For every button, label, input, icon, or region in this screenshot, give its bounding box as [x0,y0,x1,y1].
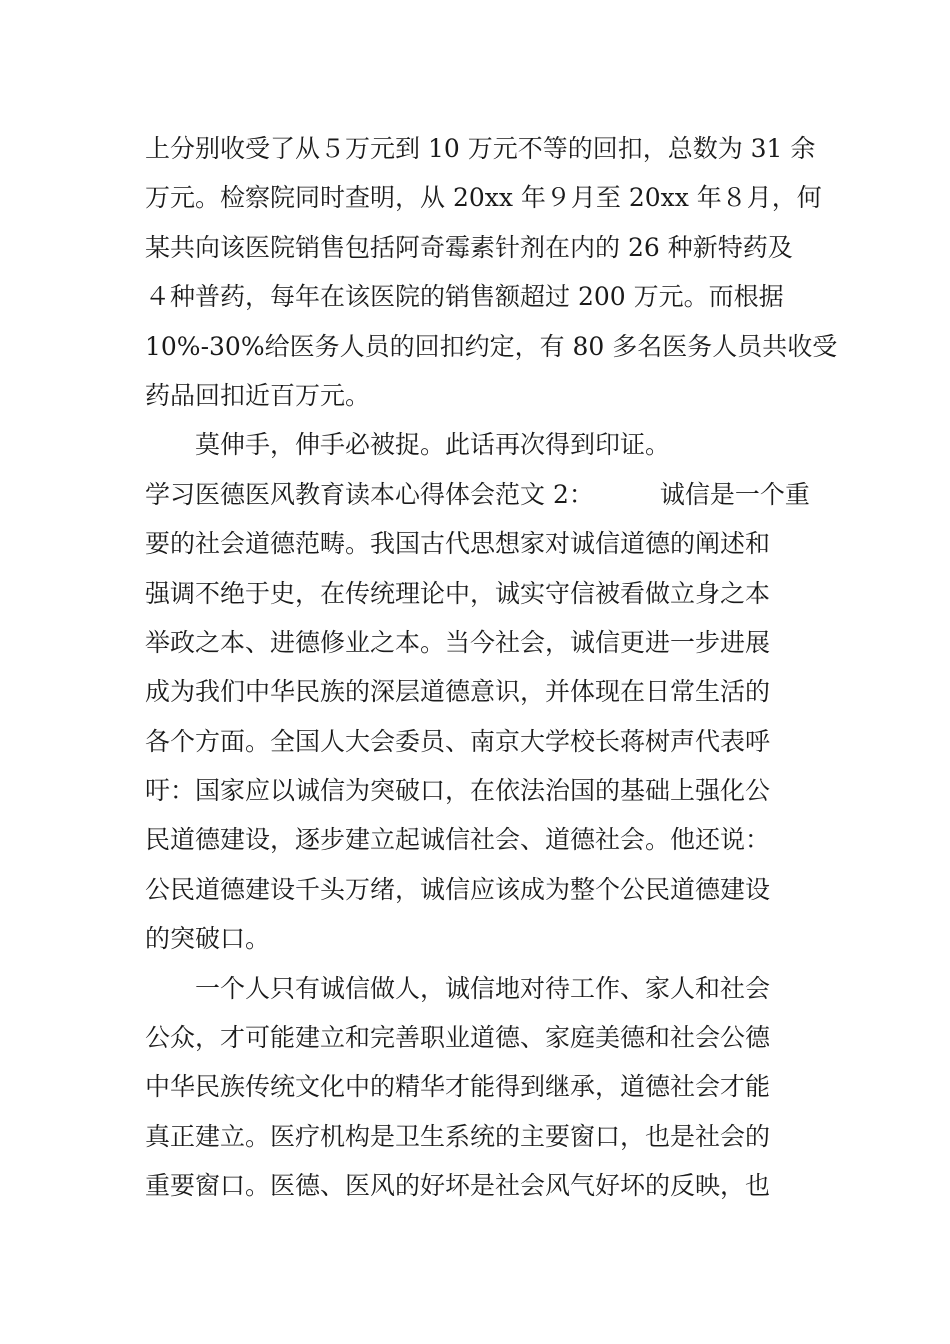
text-span: 诚信是一个重 [659,479,810,509]
text-span: ４种普药，每年在该医院的销售额超过 200 万元。而根据 [145,282,784,312]
indent [145,964,195,1013]
text-span: 药品回扣近百万元。 [145,380,371,410]
text-line [145,1013,810,1062]
text-span: 公众，才可能建立和完善职业道德、家庭美德和社会公德 [145,1023,771,1053]
heading-gap [594,470,660,519]
text-span: 重要窗口。医德、医风的好坏是社会风气好坏的反映，也 [145,1171,771,1201]
text-span: 中华民族传统文化中的精华才能得到继承，道德社会才能 [145,1072,771,1102]
text-span: 吁：国家应以诚信为突破口，在依法治国的基础上强化公 [145,776,771,806]
paragraph-first-line [145,420,810,469]
indent [145,420,195,469]
body-text [145,124,838,1211]
text-line [145,322,838,371]
text-span: 的突破口。 [145,924,271,954]
text-line [145,717,810,766]
text-line [145,173,822,222]
text-span: 某共向该医院销售包括阿奇霉素针剂在内的 26 种新特药及 [145,232,793,262]
text-span: 要的社会道德范畴。我国古代思想家对诚信道德的阐述和 [145,529,771,559]
text-line [145,569,810,618]
text-span: 强调不绝于史，在传统理论中，诚实守信被看做立身之本 [145,578,771,608]
text-line [145,914,810,963]
text-span: 莫伸手，伸手必被捉。此话再次得到印证。 [195,430,671,460]
text-span: 公民道德建设千头万绪，诚信应该成为整个公民道德建设 [145,874,771,904]
text-line [145,865,810,914]
text-line [145,371,810,420]
text-span: 成为我们中华民族的深层道德意识，并体现在日常生活的 [145,677,771,707]
text-span: 民道德建设，逐步建立起诚信社会、道德社会。他还说： [145,825,771,855]
paragraph-first-line [145,964,810,1013]
section-heading-line [145,470,810,519]
text-span: 万元。检察院同时查明，从 20xx 年９月至 20xx 年８月，何 [145,183,822,213]
text-line [145,618,810,667]
text-line [145,1161,810,1210]
text-line [145,124,816,173]
text-line [145,519,810,568]
text-span: 一个人只有诚信做人，诚信地对待工作、家人和社会 [195,973,771,1003]
text-line [145,272,810,321]
text-line [145,223,810,272]
section-heading: 学习医德医风教育读本心得体会范文 2： [145,479,594,509]
text-line [145,815,810,864]
text-line [145,1112,810,1161]
text-line [145,667,810,716]
text-line [145,1062,810,1111]
text-span: 真正建立。医疗机构是卫生系统的主要窗口，也是社会的 [145,1121,771,1151]
text-span: 各个方面。全国人大会委员、南京大学校长蒋树声代表呼 [145,726,771,756]
text-line [145,766,810,815]
text-span: 10%-30%给医务人员的回扣约定，有 80 多名医务人员共收受 [145,331,838,361]
text-span: 举政之本、进德修业之本。当今社会，诚信更进一步进展 [145,627,771,657]
text-span: 上分别收受了从５万元到 10 万元不等的回扣，总数为 31 余 [145,134,816,163]
